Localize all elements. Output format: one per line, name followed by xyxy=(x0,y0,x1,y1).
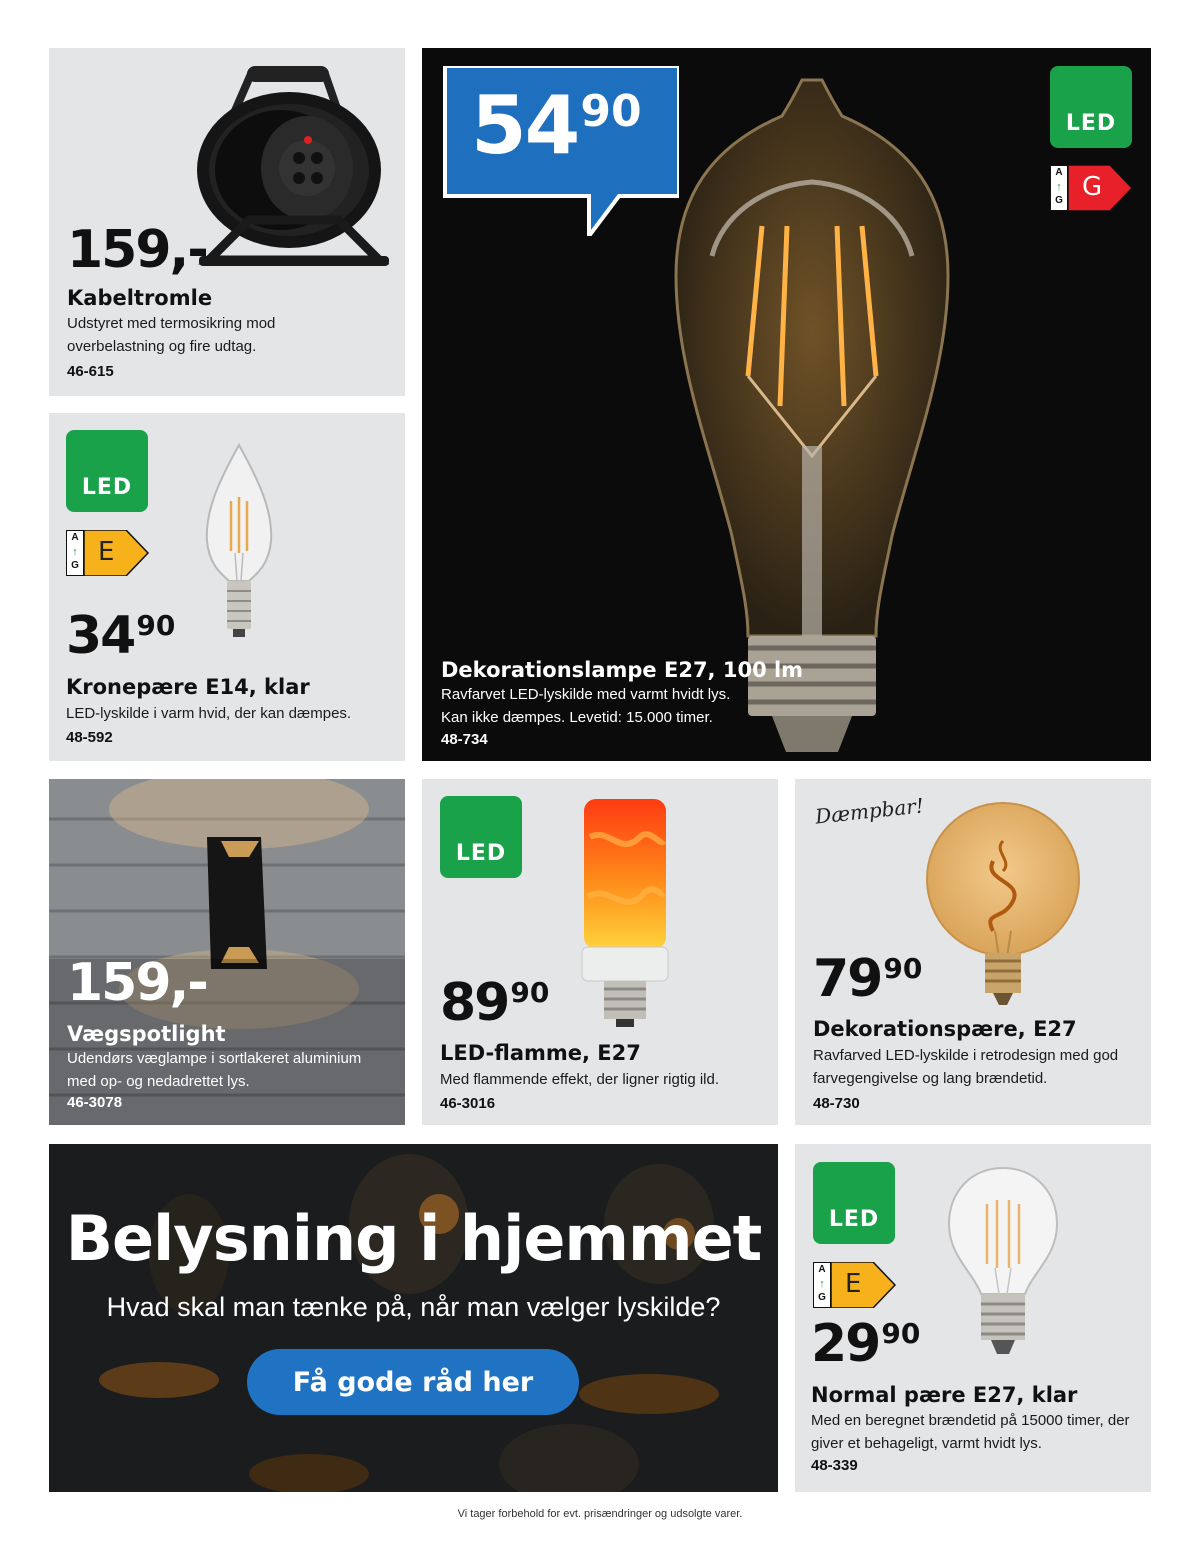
led-badge: LED xyxy=(1050,66,1132,148)
energy-label xyxy=(1050,165,1134,211)
price xyxy=(811,1314,921,1374)
product-card-cable-reel[interactable] xyxy=(49,48,405,396)
product-card-deco-lamp[interactable] xyxy=(422,48,1151,761)
energy-scale-bottom: G xyxy=(71,560,79,571)
energy-label xyxy=(66,530,150,576)
product-description: Udstyret med termosikring mod overbelastning og fire udtag. xyxy=(67,315,276,355)
price-cents: 90 xyxy=(883,952,923,985)
energy-scale-top: A xyxy=(71,532,79,543)
price-cents: 90 xyxy=(510,976,550,1009)
item-number: 48-730 xyxy=(813,1095,860,1112)
product-name: Dekorationspære, E27 xyxy=(813,1017,1077,1041)
edison-bulb-image xyxy=(652,76,972,756)
product-card-candle-bulb[interactable] xyxy=(49,413,405,761)
price-cents: 90 xyxy=(136,609,176,642)
price-cents: 90 xyxy=(580,86,642,137)
led-badge: LED xyxy=(440,796,522,878)
product-description: Ravfarved LED-lyskilde i retrodesign med god farvegengivelse og lang brændetid. xyxy=(813,1047,1119,1087)
item-number: 46-3016 xyxy=(440,1095,496,1112)
price xyxy=(813,949,923,1009)
price-bubble xyxy=(439,66,679,236)
product-description: Udendørs væglampe i sortlakeret aluminium med op- og nedadrettet lys. xyxy=(67,1050,362,1090)
price-main: 159,- xyxy=(67,220,207,280)
price-main: 159,- xyxy=(67,953,207,1013)
product-name: Normal pære E27, klar xyxy=(811,1383,1078,1407)
price xyxy=(67,953,207,1013)
lighting-banner[interactable] xyxy=(49,1144,778,1492)
product-name: Kronepære E14, klar xyxy=(66,675,310,699)
energy-scale-bottom: G xyxy=(1055,195,1063,206)
banner-title: Belysning i hjemmet xyxy=(65,1202,762,1275)
standard-bulb-image xyxy=(943,1164,1063,1364)
energy-label xyxy=(813,1262,897,1308)
price-cents: 90 xyxy=(881,1317,921,1350)
led-badge: LED xyxy=(66,430,148,512)
price xyxy=(67,220,207,280)
item-number: 48-734 xyxy=(441,731,488,748)
item-number: 46-615 xyxy=(67,363,114,380)
product-name: LED-flamme, E27 xyxy=(440,1041,641,1065)
price-main: 29 xyxy=(811,1314,880,1374)
product-description: Ravfarvet LED-lyskilde med varmt hvidt lys. Kan ikke dæmpes. Levetid: 15.000 timer. xyxy=(441,686,731,726)
arrow-up-icon: ↑ xyxy=(1056,181,1062,193)
energy-scale xyxy=(813,1262,831,1308)
product-description: Med en beregnet brændetid på 15000 timer, der giver et behageligt, varmt hvidt lys. xyxy=(811,1412,1130,1452)
product-card-deco-bulb[interactable] xyxy=(795,779,1151,1125)
energy-scale-bottom: G xyxy=(818,1292,826,1303)
price-main: 54 xyxy=(471,79,579,172)
energy-scale xyxy=(1050,165,1068,211)
advice-button[interactable]: Få gode råd her xyxy=(247,1349,579,1415)
price-main: 89 xyxy=(440,973,509,1033)
price xyxy=(471,79,642,172)
energy-class xyxy=(1068,165,1134,211)
banner-subtitle: Hvad skal man tænke på, når man vælger lyskilde? xyxy=(106,1292,721,1322)
product-card-wall-spot[interactable] xyxy=(49,779,405,1125)
flame-bulb-image xyxy=(580,797,670,1032)
arrow-up-icon: ↑ xyxy=(819,1278,825,1290)
product-card-normal-bulb[interactable] xyxy=(795,1144,1151,1492)
item-number: 48-592 xyxy=(66,729,113,746)
cable-reel-image xyxy=(189,60,389,280)
product-description: Med flammende effekt, der ligner rigtig ild. xyxy=(440,1071,720,1088)
energy-class-letter: G xyxy=(1082,172,1103,202)
product-card-flame-bulb[interactable] xyxy=(422,779,778,1125)
product-name: Kabeltromle xyxy=(67,286,213,310)
product-name: Vægspotlight xyxy=(67,1022,226,1046)
price xyxy=(66,606,176,666)
energy-class xyxy=(84,530,150,576)
footer-disclaimer: Vi tager forbehold for evt. prisændringer og udsolgte varer. xyxy=(457,1508,743,1520)
product-name: Dekorationslampe E27, 100 lm xyxy=(441,658,804,682)
globe-bulb-image xyxy=(923,801,1083,1011)
led-badge: LED xyxy=(813,1162,895,1244)
item-number: 46-3078 xyxy=(67,1094,123,1111)
item-number: 48-339 xyxy=(811,1457,858,1474)
energy-scale-top: A xyxy=(818,1264,826,1275)
arrow-up-icon: ↑ xyxy=(72,546,78,558)
candle-bulb-image xyxy=(199,441,279,641)
dimmable-tag: Dæmpbar! xyxy=(814,793,925,829)
energy-class-letter: E xyxy=(845,1269,862,1299)
price-main: 34 xyxy=(66,606,135,666)
energy-class-letter: E xyxy=(98,537,115,567)
product-description: LED-lyskilde i varm hvid, der kan dæmpes. xyxy=(66,705,352,722)
energy-scale-top: A xyxy=(1055,167,1063,178)
energy-scale xyxy=(66,530,84,576)
price xyxy=(440,973,550,1033)
energy-class xyxy=(831,1262,897,1308)
price-main: 79 xyxy=(813,949,882,1009)
